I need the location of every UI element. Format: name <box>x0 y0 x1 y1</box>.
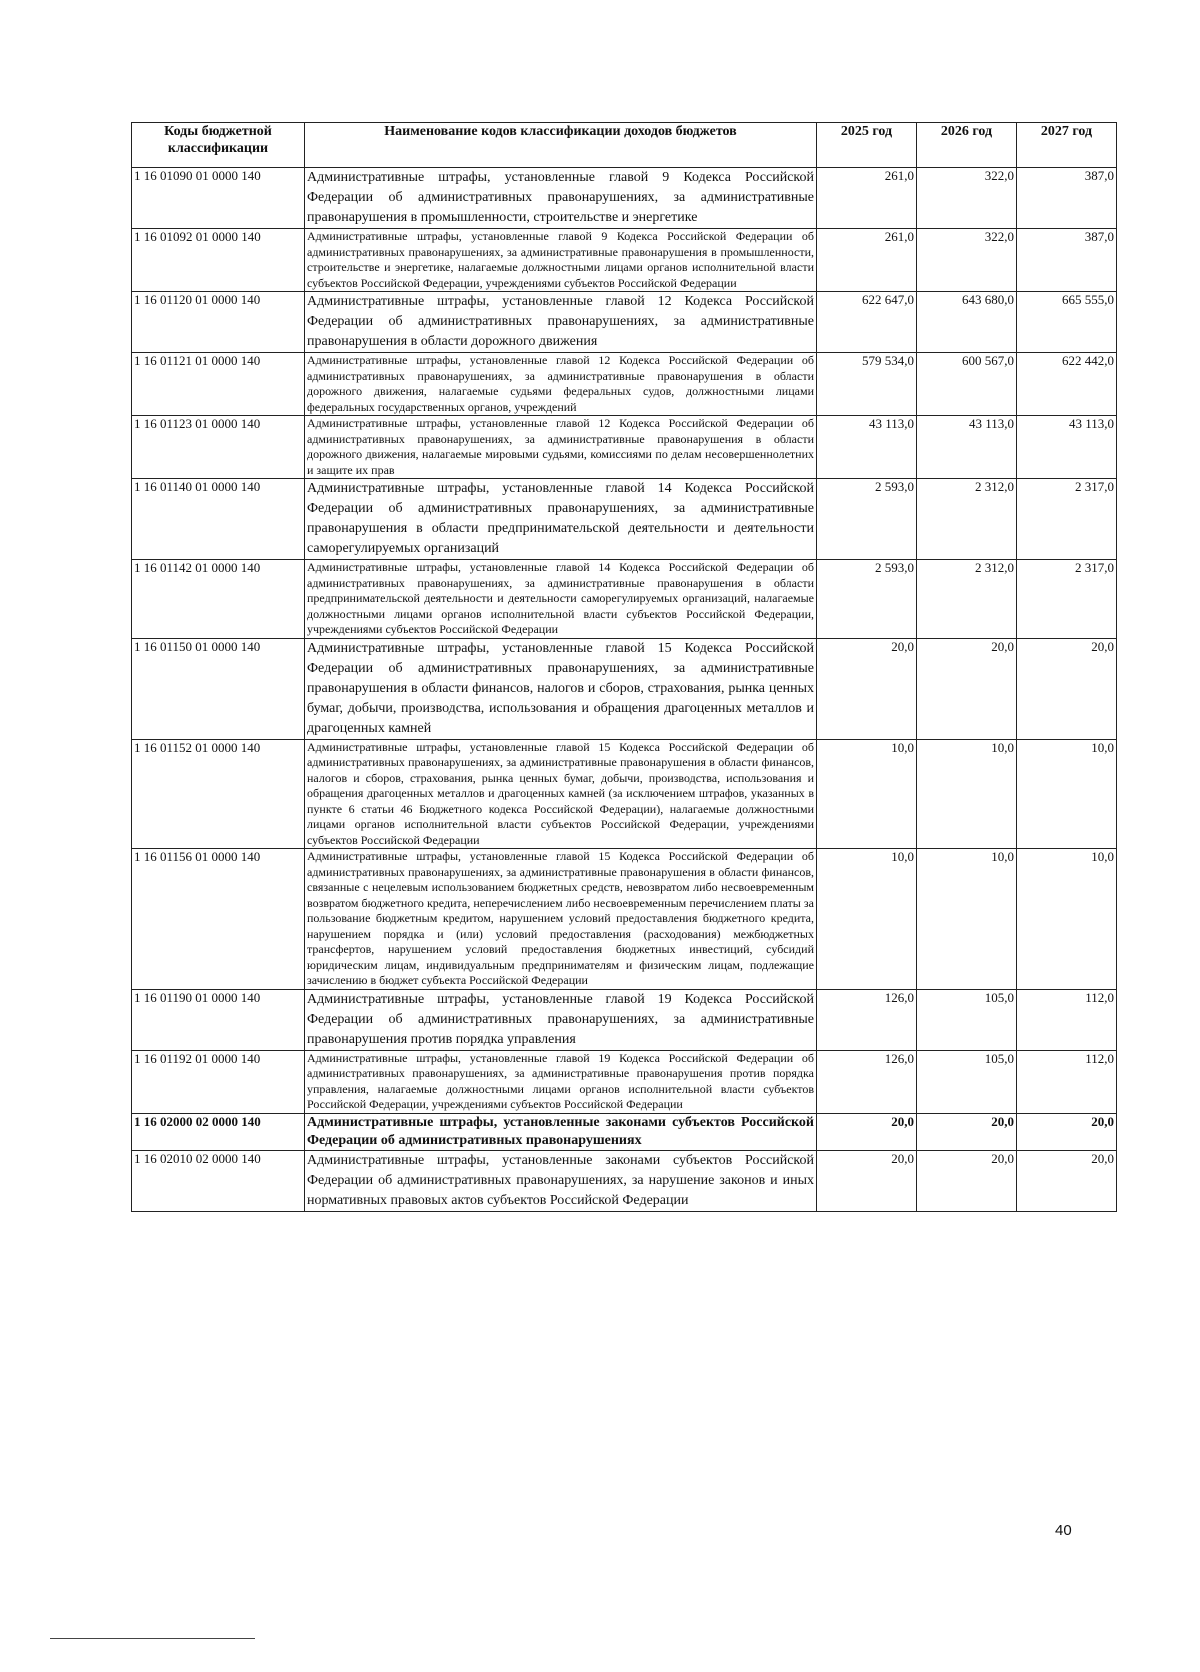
row-value-2025: 261,0 <box>817 229 917 292</box>
row-value-2025: 126,0 <box>817 1050 917 1113</box>
row-value-2025: 20,0 <box>817 638 917 739</box>
row-value-2026: 20,0 <box>917 638 1017 739</box>
table-row <box>132 353 1117 416</box>
row-value-2027: 112,0 <box>1017 989 1117 1050</box>
row-code: 1 16 01142 01 0000 140 <box>132 560 305 639</box>
row-code: 1 16 02000 02 0000 140 <box>132 1113 305 1150</box>
row-value-2027: 622 442,0 <box>1017 353 1117 416</box>
header-name: Наименование кодов классификации доходов бюджетов <box>305 123 817 168</box>
row-name: Административные штрафы, установленные главой 15 Кодекса Российской Федерации об административных правонарушениях, за административные правонарушения в области финансов, налогов и сборов, страхования, рынка ценных бумаг, добычи, производства, использования и обращения драгоценных металлов и драгоценных камней <box>305 638 817 739</box>
row-name: Административные штрафы, установленные главой 14 Кодекса Российской Федерации об административных правонарушениях, за административные правонарушения в области предпринимательской деятельности и деятельности саморегулируемых организаций, налагаемые должностными лицами органов исполнительной власти субъектов Российской Федерации, учреждениями субъектов Российской Федерации <box>305 560 817 639</box>
row-code: 1 16 02010 02 0000 140 <box>132 1150 305 1211</box>
table-row <box>132 849 1117 990</box>
row-code: 1 16 01090 01 0000 140 <box>132 168 305 229</box>
table-row <box>132 168 1117 229</box>
row-value-2026: 105,0 <box>917 989 1017 1050</box>
row-value-2026: 2 312,0 <box>917 479 1017 560</box>
row-value-2026: 43 113,0 <box>917 416 1017 479</box>
table-row <box>132 1150 1117 1211</box>
row-value-2027: 20,0 <box>1017 1150 1117 1211</box>
row-value-2027: 43 113,0 <box>1017 416 1117 479</box>
row-value-2025: 43 113,0 <box>817 416 917 479</box>
row-code: 1 16 01192 01 0000 140 <box>132 1050 305 1113</box>
row-name: Административные штрафы, установленные главой 12 Кодекса Российской Федерации об административных правонарушениях, за административные правонарушения в области дорожного движения <box>305 292 817 353</box>
row-name: Административные штрафы, установленные законами субъектов Российской Федерации об административных правонарушениях, за нарушение законов и иных нормативных правовых актов субъектов Российской Федерации <box>305 1150 817 1211</box>
row-code: 1 16 01092 01 0000 140 <box>132 229 305 292</box>
row-name: Административные штрафы, установленные главой 12 Кодекса Российской Федерации об административных правонарушениях, за административные правонарушения в области дорожного движения, налагаемые мировыми судьями, комиссиями по делам несовершеннолетних и защите их прав <box>305 416 817 479</box>
row-value-2027: 10,0 <box>1017 739 1117 849</box>
row-value-2027: 2 317,0 <box>1017 479 1117 560</box>
row-value-2025: 126,0 <box>817 989 917 1050</box>
row-value-2027: 665 555,0 <box>1017 292 1117 353</box>
row-code: 1 16 01120 01 0000 140 <box>132 292 305 353</box>
table-row <box>132 1050 1117 1113</box>
table-header-row <box>132 123 1117 168</box>
table-row <box>132 989 1117 1050</box>
row-value-2026: 322,0 <box>917 229 1017 292</box>
row-value-2025: 2 593,0 <box>817 479 917 560</box>
row-value-2026: 20,0 <box>917 1150 1017 1211</box>
row-name: Административные штрафы, установленные главой 14 Кодекса Российской Федерации об административных правонарушениях, за административные правонарушения в области предпринимательской деятельности и деятельности саморегулируемых организаций <box>305 479 817 560</box>
row-value-2027: 10,0 <box>1017 849 1117 990</box>
row-name: Административные штрафы, установленные главой 9 Кодекса Российской Федерации об административных правонарушениях, за административные правонарушения в промышленности, строительстве и энергетике, налагаемые должностными лицами органов исполнительной власти субъектов Российской Федерации, учреждениями субъектов Российской Федерации <box>305 229 817 292</box>
table-row <box>132 638 1117 739</box>
row-name: Административные штрафы, установленные главой 12 Кодекса Российской Федерации об административных правонарушениях, за административные правонарушения в области дорожного движения, налагаемые судьями федеральных судов, должностными лицами федеральных государственных органов, учреждений <box>305 353 817 416</box>
row-name: Административные штрафы, установленные главой 19 Кодекса Российской Федерации об административных правонарушениях, за административные правонарушения против порядка управления <box>305 989 817 1050</box>
page-number: 40 <box>1055 1522 1072 1539</box>
row-value-2026: 10,0 <box>917 849 1017 990</box>
row-value-2027: 387,0 <box>1017 229 1117 292</box>
row-code: 1 16 01123 01 0000 140 <box>132 416 305 479</box>
row-value-2026: 643 680,0 <box>917 292 1017 353</box>
row-code: 1 16 01156 01 0000 140 <box>132 849 305 990</box>
header-2025: 2025 год <box>817 123 917 168</box>
footnote-divider <box>50 1638 255 1639</box>
row-value-2027: 20,0 <box>1017 1113 1117 1150</box>
row-name: Административные штрафы, установленные главой 19 Кодекса Российской Федерации об административных правонарушениях, за административные правонарушения против порядка управления, налагаемые должностными лицами органов исполнительной власти субъектов Российской Федерации, учреждениями субъектов Российской Федерации <box>305 1050 817 1113</box>
table-row <box>132 560 1117 639</box>
row-value-2026: 20,0 <box>917 1113 1017 1150</box>
row-value-2026: 600 567,0 <box>917 353 1017 416</box>
row-value-2027: 2 317,0 <box>1017 560 1117 639</box>
row-code: 1 16 01121 01 0000 140 <box>132 353 305 416</box>
row-value-2025: 10,0 <box>817 849 917 990</box>
budget-revenue-table <box>131 122 1117 1212</box>
row-value-2026: 10,0 <box>917 739 1017 849</box>
row-code: 1 16 01140 01 0000 140 <box>132 479 305 560</box>
row-value-2025: 2 593,0 <box>817 560 917 639</box>
row-value-2026: 2 312,0 <box>917 560 1017 639</box>
row-value-2025: 261,0 <box>817 168 917 229</box>
row-value-2025: 622 647,0 <box>817 292 917 353</box>
table-row-subtotal <box>132 1113 1117 1150</box>
row-value-2027: 387,0 <box>1017 168 1117 229</box>
row-name: Административные штрафы, установленные главой 15 Кодекса Российской Федерации об административных правонарушениях, за административные правонарушения в области финансов, связанные с нецелевым использованием бюджетных средств, невозвратом либо несвоевременным возвратом бюджетного кредита, неперечислением либо несвоевременным перечислением платы за пользование бюджетным кредитом, нарушением условий предоставления бюджетного кредита, нарушением порядка и (или) условий предоставления (расходования) межбюджетных трансфертов, нарушением условий предоставления бюджетных инвестиций, субсидий юридическим лицам, индивидуальным предпринимателям и физическим лицам, подлежащие зачислению в бюджет субъекта Российской Федерации <box>305 849 817 990</box>
row-value-2025: 10,0 <box>817 739 917 849</box>
table-row <box>132 292 1117 353</box>
row-code: 1 16 01152 01 0000 140 <box>132 739 305 849</box>
row-code: 1 16 01150 01 0000 140 <box>132 638 305 739</box>
row-value-2027: 20,0 <box>1017 638 1117 739</box>
table-row <box>132 739 1117 849</box>
row-value-2025: 20,0 <box>817 1150 917 1211</box>
header-code: Коды бюджетной классификации <box>132 123 305 168</box>
row-value-2025: 20,0 <box>817 1113 917 1150</box>
table-row <box>132 479 1117 560</box>
row-value-2026: 322,0 <box>917 168 1017 229</box>
row-value-2025: 579 534,0 <box>817 353 917 416</box>
header-2026: 2026 год <box>917 123 1017 168</box>
header-2027: 2027 год <box>1017 123 1117 168</box>
row-name: Административные штрафы, установленные главой 15 Кодекса Российской Федерации об административных правонарушениях, за административные правонарушения в области финансов, налогов и сборов, страхования, рынка ценных бумаг, добычи, производства, использования и обращения драгоценных металлов и драгоценных камней (за исключением штрафов, указанных в пункте 6 статьи 46 Бюджетного кодекса Российской Федерации), налагаемые должностными лицами органов исполнительной власти субъектов Российской Федерации, учреждениями субъектов Российской Федерации <box>305 739 817 849</box>
row-name: Административные штрафы, установленные главой 9 Кодекса Российской Федерации об административных правонарушениях, за административные правонарушения в промышленности, строительстве и энергетике <box>305 168 817 229</box>
row-value-2027: 112,0 <box>1017 1050 1117 1113</box>
row-name: Административные штрафы, установленные законами субъектов Российской Федерации об административных правонарушениях <box>305 1113 817 1150</box>
table-row <box>132 229 1117 292</box>
row-code: 1 16 01190 01 0000 140 <box>132 989 305 1050</box>
table-row <box>132 416 1117 479</box>
row-value-2026: 105,0 <box>917 1050 1017 1113</box>
